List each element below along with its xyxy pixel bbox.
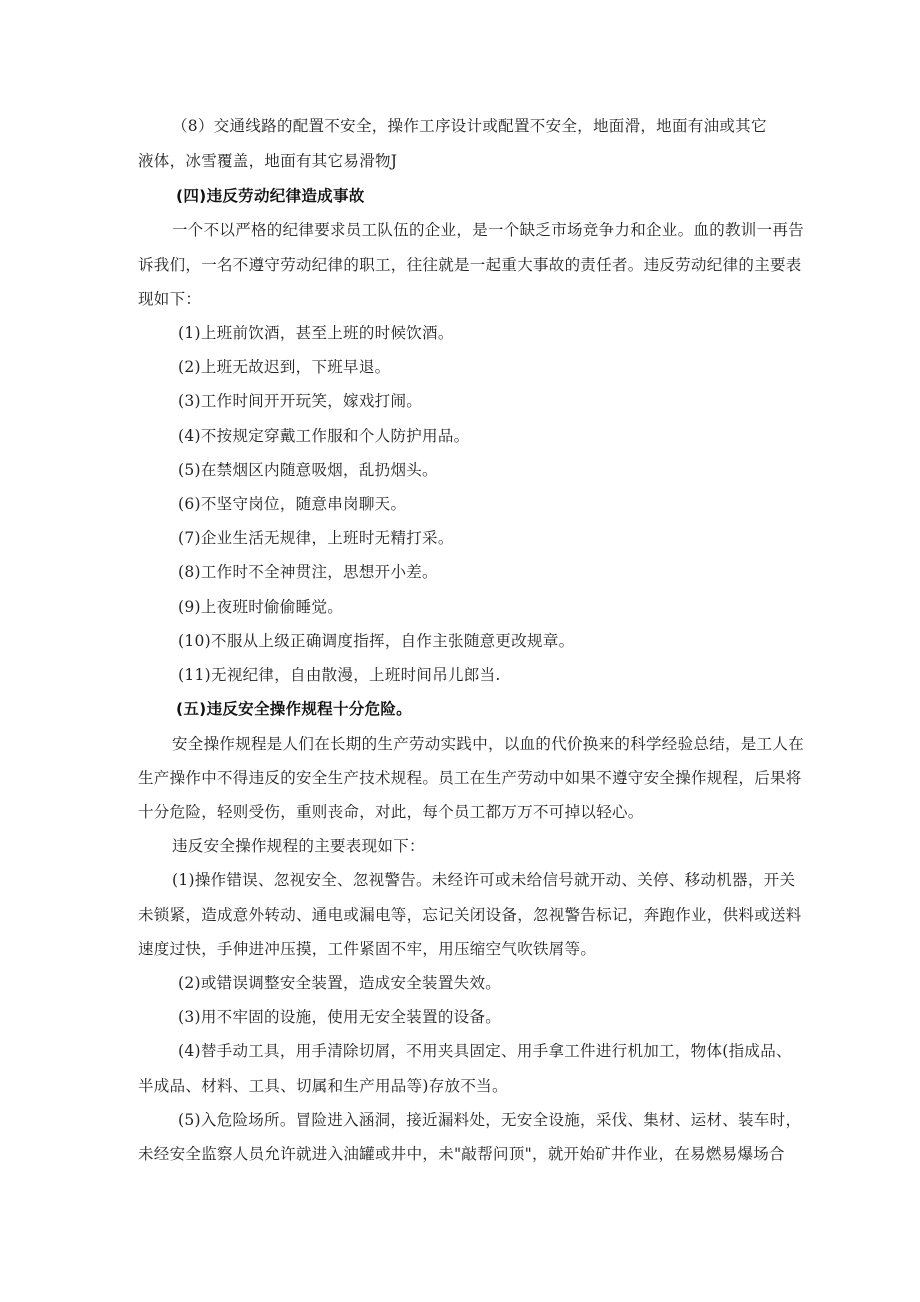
section4-item-11: (11)无视纪律，自由散漫，上班时间吊儿郎当. <box>178 666 501 684</box>
section5-item1-line-3: 速度过快，手伸进冲压摸，工件紧固不牢，用压缩空气吹铁屑等。 <box>138 940 597 958</box>
section4-item-6: (6)不坚守岗位，随意串岗聊天。 <box>178 495 407 513</box>
section5-item4-line-2: 半成品、材料、工具、切属和生产用品等)存放不当。 <box>138 1077 508 1095</box>
section4-item-8: (8)工作时不全神贯注，思想开小差。 <box>178 563 438 581</box>
section5-intro-line-1: 安全操作规程是人们在长期的生产劳动实践中，以血的代价换来的科学经验总结，是工人在 <box>172 735 805 753</box>
section4-item-1: (1)上班前饮酒，甚至上班的时候饮酒。 <box>178 324 454 342</box>
section4-intro-line-1: 一个不以严格的纪律要求员工队伍的企业，是一个缺乏市场竞争力和企业。血的教训一再告 <box>172 221 805 239</box>
section4-item-3: (3)工作时间开开玩笑，嫁戏打闹。 <box>178 392 423 410</box>
section5-item4-line-1: (4)替手动工具，用手清除切屑，不用夹具固定、用手拿工件进行机加工，物体(指成品、 <box>178 1042 792 1060</box>
section4-item-4: (4)不按规定穿戴工作服和个人防护用品。 <box>178 427 470 445</box>
section5-heading: (五)违反安全操作规程十分危险。 <box>176 700 412 718</box>
section5-item1-line-2: 未锁紧，造成意外转动、通电或漏电等，忘记关闭设备，忽视警告标记，奔跑作业，供料或送料 <box>138 906 802 924</box>
section4-item-9: (9)上夜班时偷偷睡觉。 <box>178 598 344 616</box>
para8-line-1: （8）交通线路的配置不安全，操作工序设计或配置不安全，地面滑，地面有油或其它 <box>172 117 767 135</box>
section4-intro-line-2: 诉我们，一名不遵守劳动纪律的职工，往往就是一起重大事故的责任者。违反劳动纪律的主要表 <box>138 256 802 274</box>
section5-summary: 违反安全操作规程的主要表现如下： <box>172 837 425 855</box>
section5-item-3: (3)用不牢固的设施，使用无安全装置的设备。 <box>178 1008 502 1026</box>
section5-intro-line-3: 十分危险，轻则受伤，重则丧命，对此，每个员工都万万不可掉以轻心。 <box>138 803 644 821</box>
section4-item-7: (7)企业生活无规律，上班时无精打采。 <box>178 529 454 547</box>
section4-item-2: (2)上班无故迟到，下班早退。 <box>178 358 391 376</box>
section5-item5-line-2: 未经安全监察人员允许就进入油罐或井中，未"敲帮问顶"，就开始矿井作业，在易燃易爆场合 <box>138 1145 785 1163</box>
section5-item-2: (2)或错误调整安全装置，造成安全装置失效。 <box>178 974 502 992</box>
section5-intro-line-2: 生产操作中不得违反的安全生产技术规程。员工在生产劳动中如果不遵守安全操作规程，后果将 <box>138 769 802 787</box>
section4-heading: (四)违反劳动纪律造成事故 <box>176 187 365 205</box>
para8-line-2: 液体，冰雪覆盖，地面有其它易滑物J <box>138 152 398 170</box>
section4-item-5: (5)在禁烟区内随意吸烟，乱扔烟头。 <box>178 461 438 479</box>
section4-item-10: (10)不服从上级正确调度指挥，自作主张随意更改规章。 <box>178 632 575 650</box>
section4-intro-line-3: 现如下： <box>138 290 202 308</box>
section5-item1-line-1: (1)操作错误、忽视安全、忽视警告。未经许可或未给信号就开动、关停、移动机器，开关 <box>172 871 796 889</box>
section5-item5-line-1: (5)入危险场所。冒险进入涵洞，接近漏料处，无安全设施，采伐、集材、运材、装车时， <box>178 1111 802 1129</box>
